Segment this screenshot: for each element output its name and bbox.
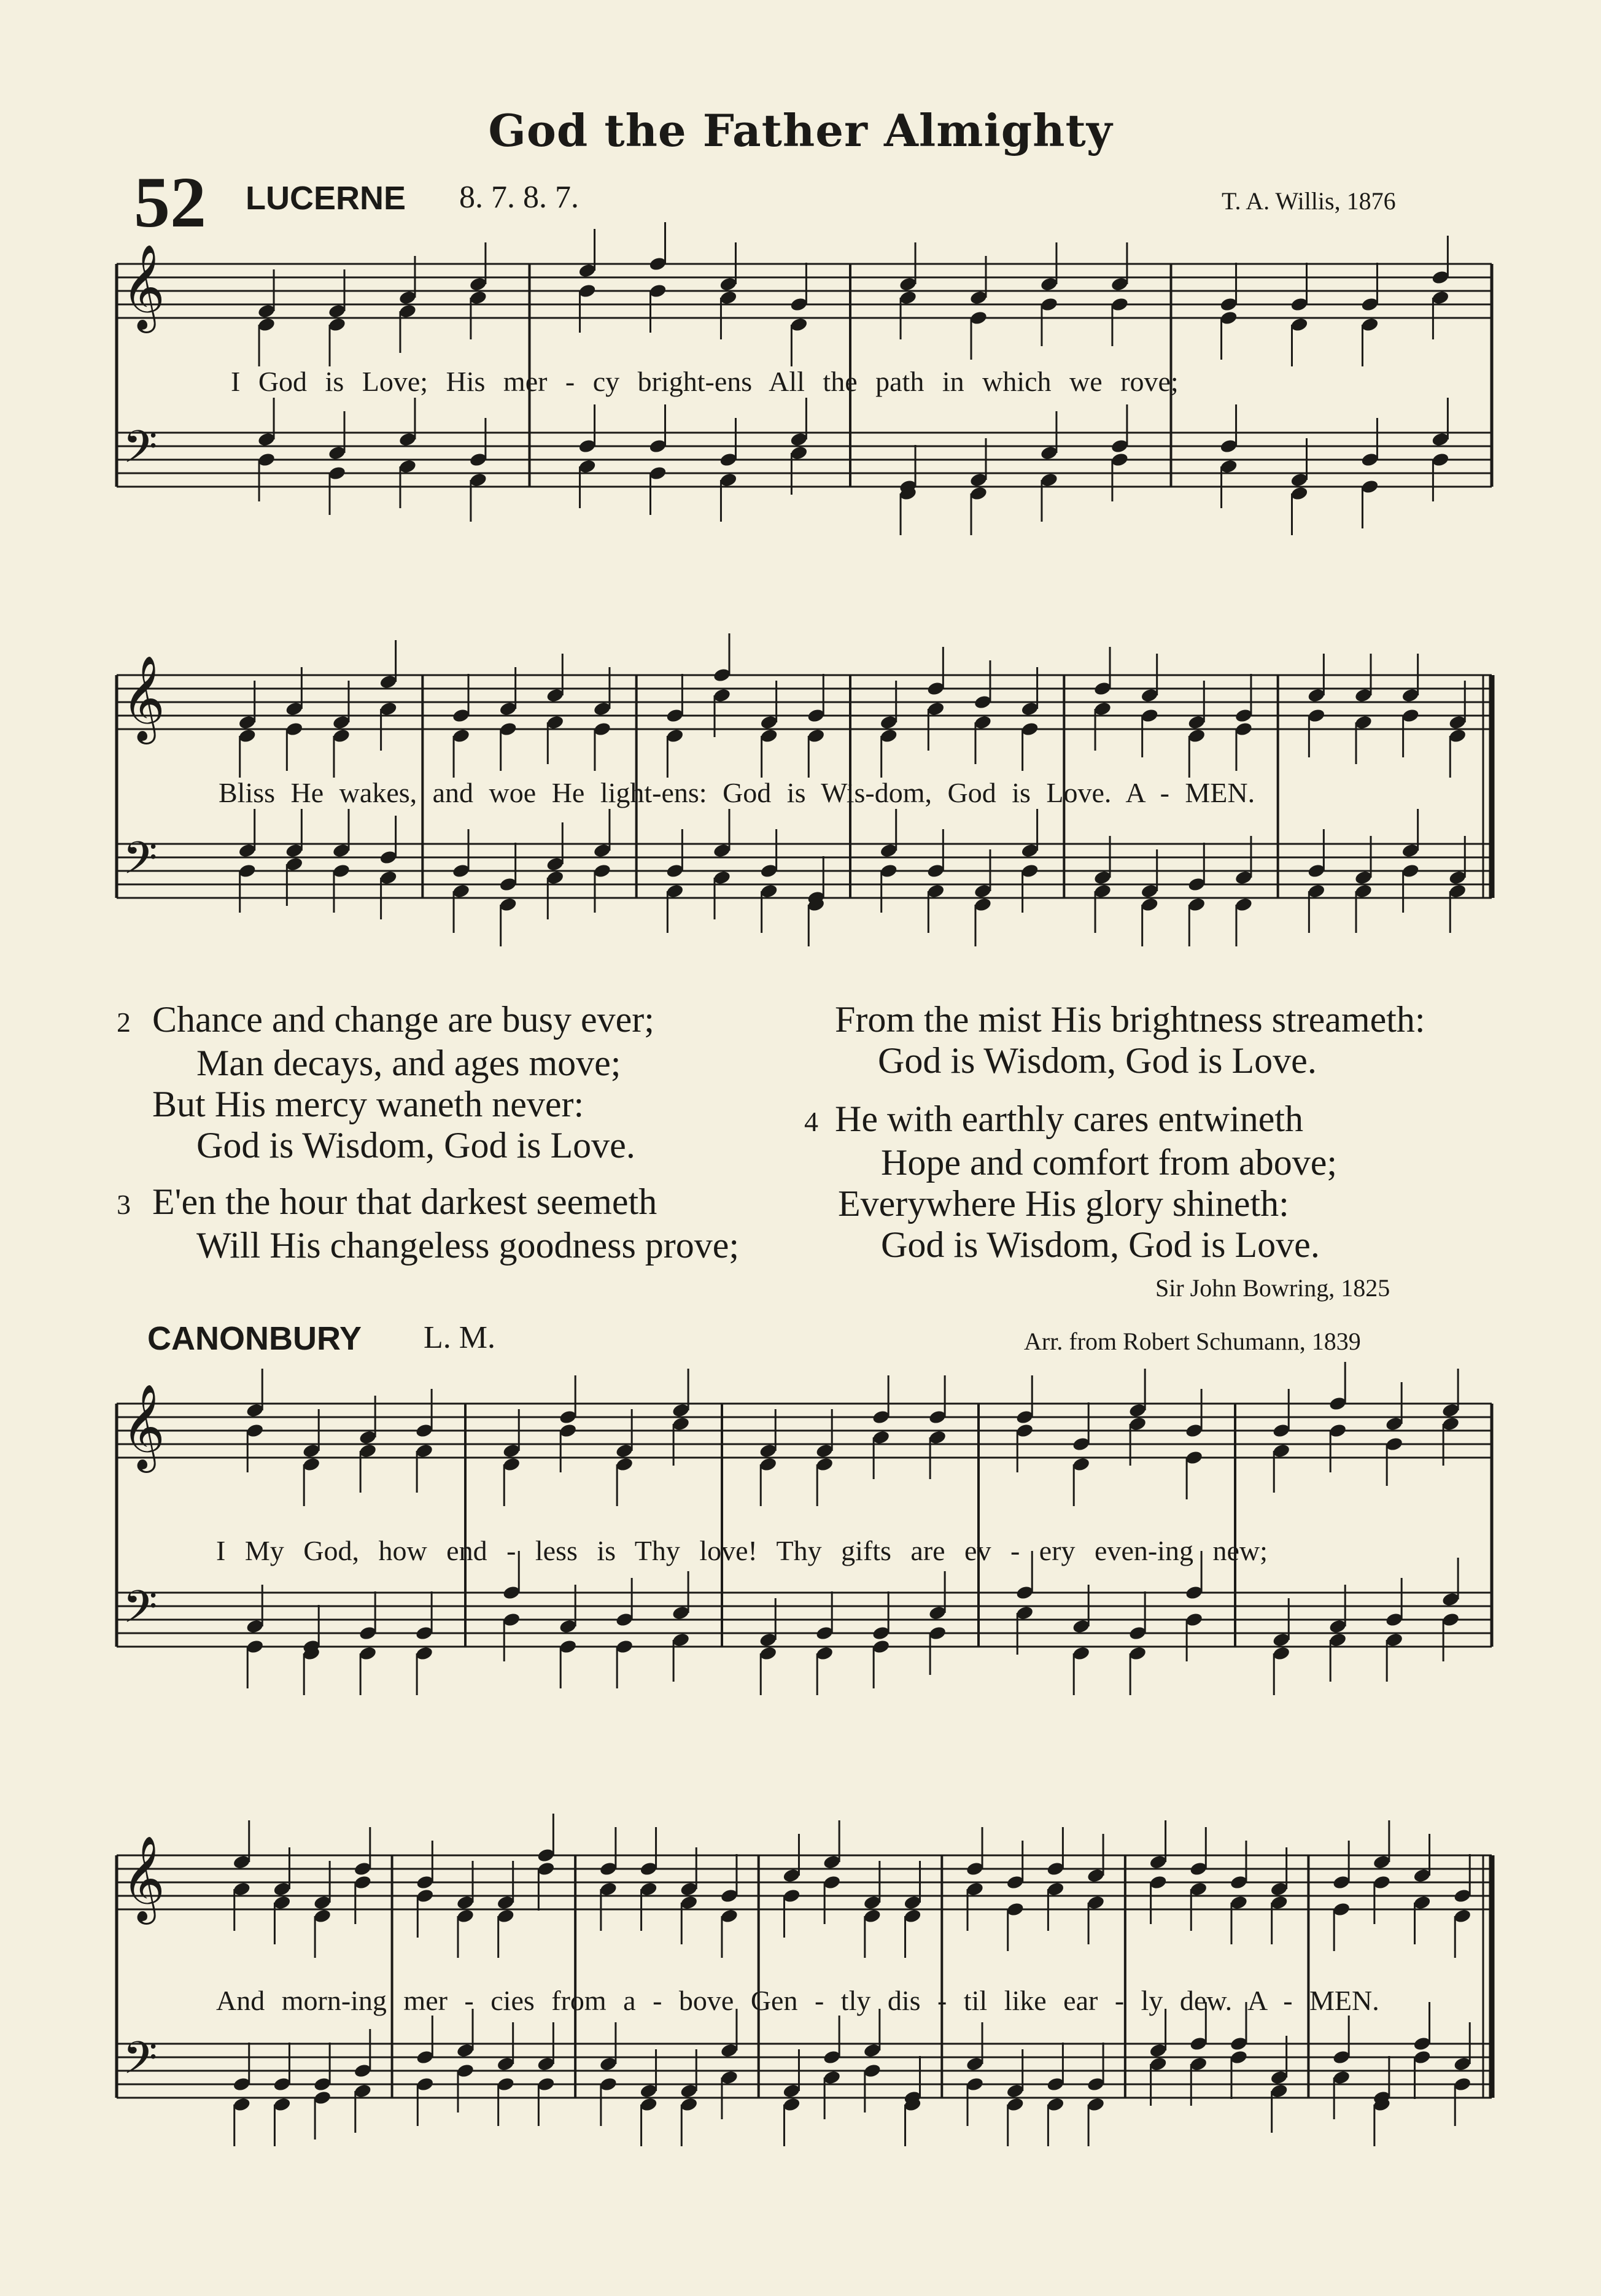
treble-clef-icon: 𝄞 bbox=[122, 655, 165, 741]
canonbury-system-2 bbox=[117, 1814, 1492, 2146]
verse-line: Will His changeless goodness prove; bbox=[196, 1225, 740, 1266]
bass-staff bbox=[117, 844, 1492, 898]
bass-clef-icon: 𝄢 bbox=[123, 420, 158, 484]
verse-line: From the mist His brightness streameth: bbox=[835, 999, 1425, 1040]
verse-4 bbox=[804, 1099, 1337, 1266]
canonbury-system-1 bbox=[117, 1362, 1492, 1695]
treble-clef-icon: 𝄞 bbox=[122, 1836, 165, 1921]
tune-name-canonbury: CANONBURY bbox=[147, 1320, 362, 1357]
treble-clef-icon: 𝄞 bbox=[122, 1384, 165, 1469]
verse-2 bbox=[117, 999, 654, 1166]
lyrics-canonbury-line-2: And morn-ing mer - cies from a - bove Gen - tly dis - til like ear - ly dew. A - MEN. bbox=[216, 1985, 1379, 2016]
verse-line: Hope and comfort from above; bbox=[881, 1142, 1338, 1183]
verse-line: But His mercy waneth never: bbox=[152, 1084, 584, 1124]
bass-clef-icon: 𝄢 bbox=[123, 832, 158, 895]
verse-line: He with earthly cares entwineth bbox=[835, 1099, 1304, 1139]
verse-line: Everywhere His glory shineth: bbox=[838, 1183, 1289, 1224]
hymn-author: Sir John Bowring, 1825 bbox=[1155, 1274, 1390, 1302]
verse-3-continued bbox=[835, 999, 1425, 1081]
hymn-number: 52 bbox=[134, 162, 206, 242]
composer-lucerne: T. A. Willis, 1876 bbox=[1222, 187, 1396, 215]
verse-line: E'en the hour that darkest seemeth bbox=[152, 1181, 657, 1222]
lyrics-lucerne-line-1: I God is Love; His mer - cy bright-ens All the path in which we rove; bbox=[231, 366, 1179, 397]
verse-line: Man decays, and ages move; bbox=[196, 1043, 621, 1083]
tune-name-lucerne: LUCERNE bbox=[246, 180, 406, 217]
verse-line: Chance and change are busy ever; bbox=[152, 999, 654, 1040]
page-title: God the Father Almighty bbox=[488, 104, 1113, 157]
treble-staff bbox=[117, 675, 1492, 729]
lyrics-canonbury-line-1: I My God, how end - less is Thy love! Thy gifts are ev - ery even-ing new; bbox=[216, 1535, 1268, 1566]
bass-clef-icon: 𝄢 bbox=[123, 1580, 158, 1644]
verse-number: 2 bbox=[117, 1007, 131, 1038]
verse-line: God is Wisdom, God is Love. bbox=[878, 1040, 1317, 1081]
verse-number: 4 bbox=[804, 1106, 818, 1137]
meter-canonbury: L. M. bbox=[424, 1320, 495, 1355]
treble-clef-icon: 𝄞 bbox=[122, 244, 165, 330]
lyrics-lucerne-line-2: Bliss He wakes, and woe He light-ens: God is Wis-dom, God is Love. A - MEN. bbox=[219, 777, 1255, 808]
verse-line: God is Wisdom, God is Love. bbox=[196, 1125, 635, 1165]
verse-3 bbox=[117, 1181, 739, 1266]
composer-canonbury: Arr. from Robert Schumann, 1839 bbox=[1024, 1328, 1361, 1355]
treble-staff bbox=[117, 264, 1492, 318]
verse-line: God is Wisdom, God is Love. bbox=[881, 1224, 1320, 1265]
verse-number: 3 bbox=[117, 1189, 131, 1220]
bass-clef-icon: 𝄢 bbox=[123, 2031, 158, 2095]
meter-lucerne: 8. 7. 8. 7. bbox=[459, 180, 579, 215]
